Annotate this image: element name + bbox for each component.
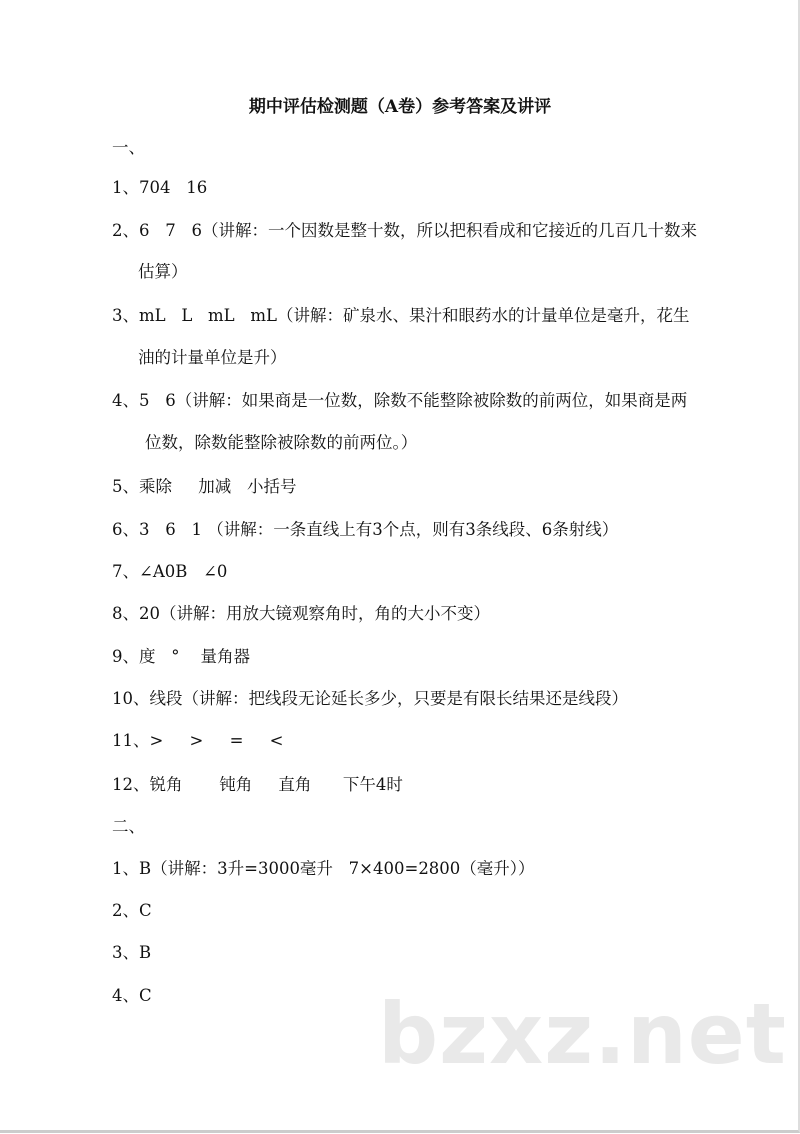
answer-line: 4、C: [112, 986, 152, 1005]
answer-line: 6、3 6 1 （讲解：一条直线上有3个点，则有3条线段、6条射线）: [112, 520, 619, 539]
answer-line: 1、704 16: [112, 178, 208, 197]
answer-line: 7、∠A0B ∠0: [112, 562, 228, 581]
answer-line: 11、> > = <: [112, 731, 284, 750]
answer-line: 3、mL L mL mL（讲解：矿泉水、果汁和眼药水的计量单位是毫升，花生: [112, 306, 690, 325]
answer-line: 8、20（讲解：用放大镜观察角时，角的大小不变）: [112, 604, 490, 623]
answer-line: 1、B（讲解：3升=3000毫升 7×400=2800（毫升））: [112, 859, 535, 878]
watermark: bzxz.net: [378, 985, 787, 1083]
answer-line: 10、线段（讲解：把线段无论延长多少，只要是有限长结果还是线段）: [112, 689, 628, 708]
answer-line: 5、乘除 加减 小括号: [112, 477, 297, 496]
answer-line: 3、B: [112, 943, 152, 962]
answer-line: 2、6 7 6（讲解：一个因数是整十数，所以把积看成和它接近的几百几十数来: [112, 221, 697, 240]
section-heading-1: 一、: [112, 138, 145, 157]
section-heading-2: 二、: [112, 817, 145, 836]
answer-line: 4、5 6（讲解：如果商是一位数，除数不能整除被除数的前两位，如果商是两: [112, 391, 688, 410]
answer-line: 9、度 ° 量角器: [112, 647, 250, 666]
document-title: 期中评估检测题（A卷）参考答案及讲评: [248, 97, 552, 117]
answer-line-continued: 估算）: [138, 262, 188, 281]
answer-line: 12、锐角 钝角 直角 下午4时: [112, 775, 403, 794]
answer-line: 2、C: [112, 901, 152, 920]
answer-line-continued: 位数，除数能整除被除数的前两位。）: [145, 433, 418, 452]
answer-line-continued: 油的计量单位是升）: [138, 348, 287, 367]
